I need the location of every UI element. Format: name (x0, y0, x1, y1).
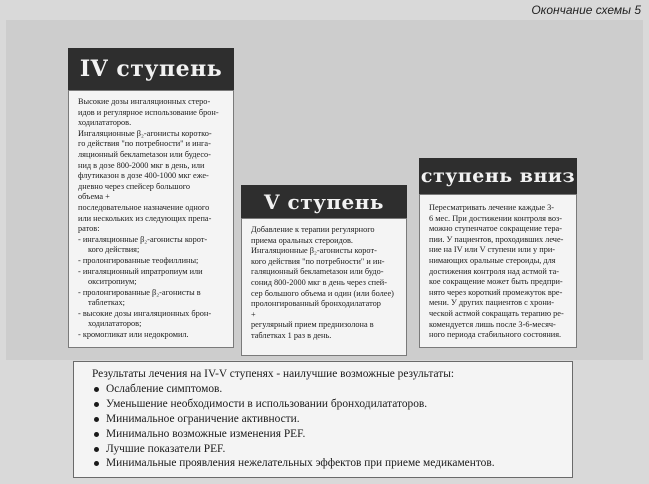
results-list (92, 382, 562, 471)
text-line: последовательное назначение одного (78, 202, 210, 212)
text-line: нимающих оральные стероиды, для (429, 255, 556, 265)
text-line: го действия "по потребности" и инга- (78, 139, 211, 149)
text-line: - пролонгированные β₂-агонисты в (78, 287, 201, 297)
text-line: мени. У других пациентов с хрони- (429, 298, 555, 308)
text-line: сер большого объема и один (или более) (251, 288, 394, 298)
text-line: пролонгированный бронходилататор (251, 299, 381, 309)
text-line: Добавление к терапии регулярного (251, 225, 375, 234)
text-line: приема оральных стероидов. (251, 235, 353, 245)
text-line: ходилататоров; (88, 319, 142, 329)
text-line: ляционный беклametaзон или будесо- (78, 149, 211, 159)
text-line: ратов: (78, 224, 100, 234)
text-line: дневно через спейсер большого (78, 181, 191, 191)
text-line: окситропиум; (88, 277, 137, 287)
text-line: ного периода стабильного состояния. (429, 330, 562, 340)
text-line: регулярный прием преднизолона в (251, 320, 374, 330)
step-v-box (241, 218, 407, 356)
text-line: - высокие дозы ингаляционных брон- (78, 308, 212, 318)
text-line: нято через короткий промежуток вре- (429, 287, 563, 297)
step-v-text (251, 225, 399, 342)
text-line: - пролонгированные теофиллины; (78, 255, 199, 265)
text-line: сонид 800-2000 мкг в день через спей- (251, 277, 387, 287)
text-line: - кромогликат или недокромил. (78, 330, 189, 340)
text-line: галяционный беклametaзон или будо- (251, 267, 384, 277)
step-iv-title: IV ступень (79, 56, 223, 82)
step-down-header (419, 158, 577, 194)
text-line: ние на IV или V ступени или у при- (429, 245, 556, 255)
text-line: + (251, 309, 256, 319)
results-item: Лучшие показатели PEF. (92, 442, 562, 457)
text-line: кого действия "по потребности" и ин- (251, 256, 385, 266)
text-line: объема + (78, 192, 110, 202)
text-line: таблетках 1 раз в день. (251, 330, 332, 340)
text-line: - ингаляционные β₂-агонисты корот- (78, 234, 208, 244)
results-item: Уменьшение необходимости в использовании бронходилататоров. (92, 397, 562, 412)
text-line: флутиказон в дозе 400-1000 мкг еже- (78, 171, 209, 181)
text-line: Высокие дозы ингаляционных стеро- (78, 97, 211, 106)
text-line: нид в дозе 800-2000 мкг в день, или (78, 160, 205, 170)
text-line: комендуется лишь после 3-6-месяч- (429, 319, 556, 329)
step-iv-header (68, 48, 234, 90)
text-line: Ингаляционные β₂-агонисты коротко- (78, 128, 212, 138)
text-line: - ингаляционный ипратропиум или (78, 266, 203, 276)
text-line: кое сокращение может быть предпри- (429, 277, 563, 287)
results-item: Минимальное ограничение активности. (92, 412, 562, 427)
text-line: 6 мес. При достижении контроля воз- (429, 213, 563, 223)
results-item: Минимально возможные изменения PEF. (92, 427, 562, 442)
scheme-caption: Окончание схемы 5 (531, 3, 641, 17)
results-item: Минимальные проявления нежелательных эффектов при приеме медикаментов. (92, 456, 562, 471)
results-item: Ослабление симптомов. (92, 382, 562, 397)
text-line: достижения контроля над астмой та- (429, 266, 560, 276)
text-line: пии. У пациентов, проходивших лече- (429, 234, 564, 244)
text-line: кого действия; (88, 245, 140, 255)
step-down-title: ступень вниз (420, 165, 576, 187)
text-line: можно ступенчатое сокращение тера- (429, 224, 562, 234)
text-line: или нескольких из следующих препа- (78, 213, 212, 223)
step-v-title: V ступень (264, 189, 384, 214)
step-down-box (419, 194, 577, 348)
step-down-text (429, 203, 569, 341)
step-iv-box (68, 90, 234, 348)
results-heading: Результаты лечения на IV-V ступенях - наилучшие возможные результаты: (92, 368, 455, 380)
text-line: ческой астмой сокращать терапию ре- (429, 308, 564, 318)
text-line: Ингаляционные β₂-агонисты корот- (251, 246, 377, 256)
text-line: Пересматривать лечение каждые 3- (429, 203, 555, 212)
text-line: таблетках; (88, 298, 125, 308)
results-box (73, 361, 573, 478)
step-iv-text (78, 97, 226, 341)
step-v-header (241, 185, 407, 218)
text-line: идов и регулярное использование брон- (78, 107, 219, 117)
text-line: ходилататоров. (78, 118, 132, 128)
